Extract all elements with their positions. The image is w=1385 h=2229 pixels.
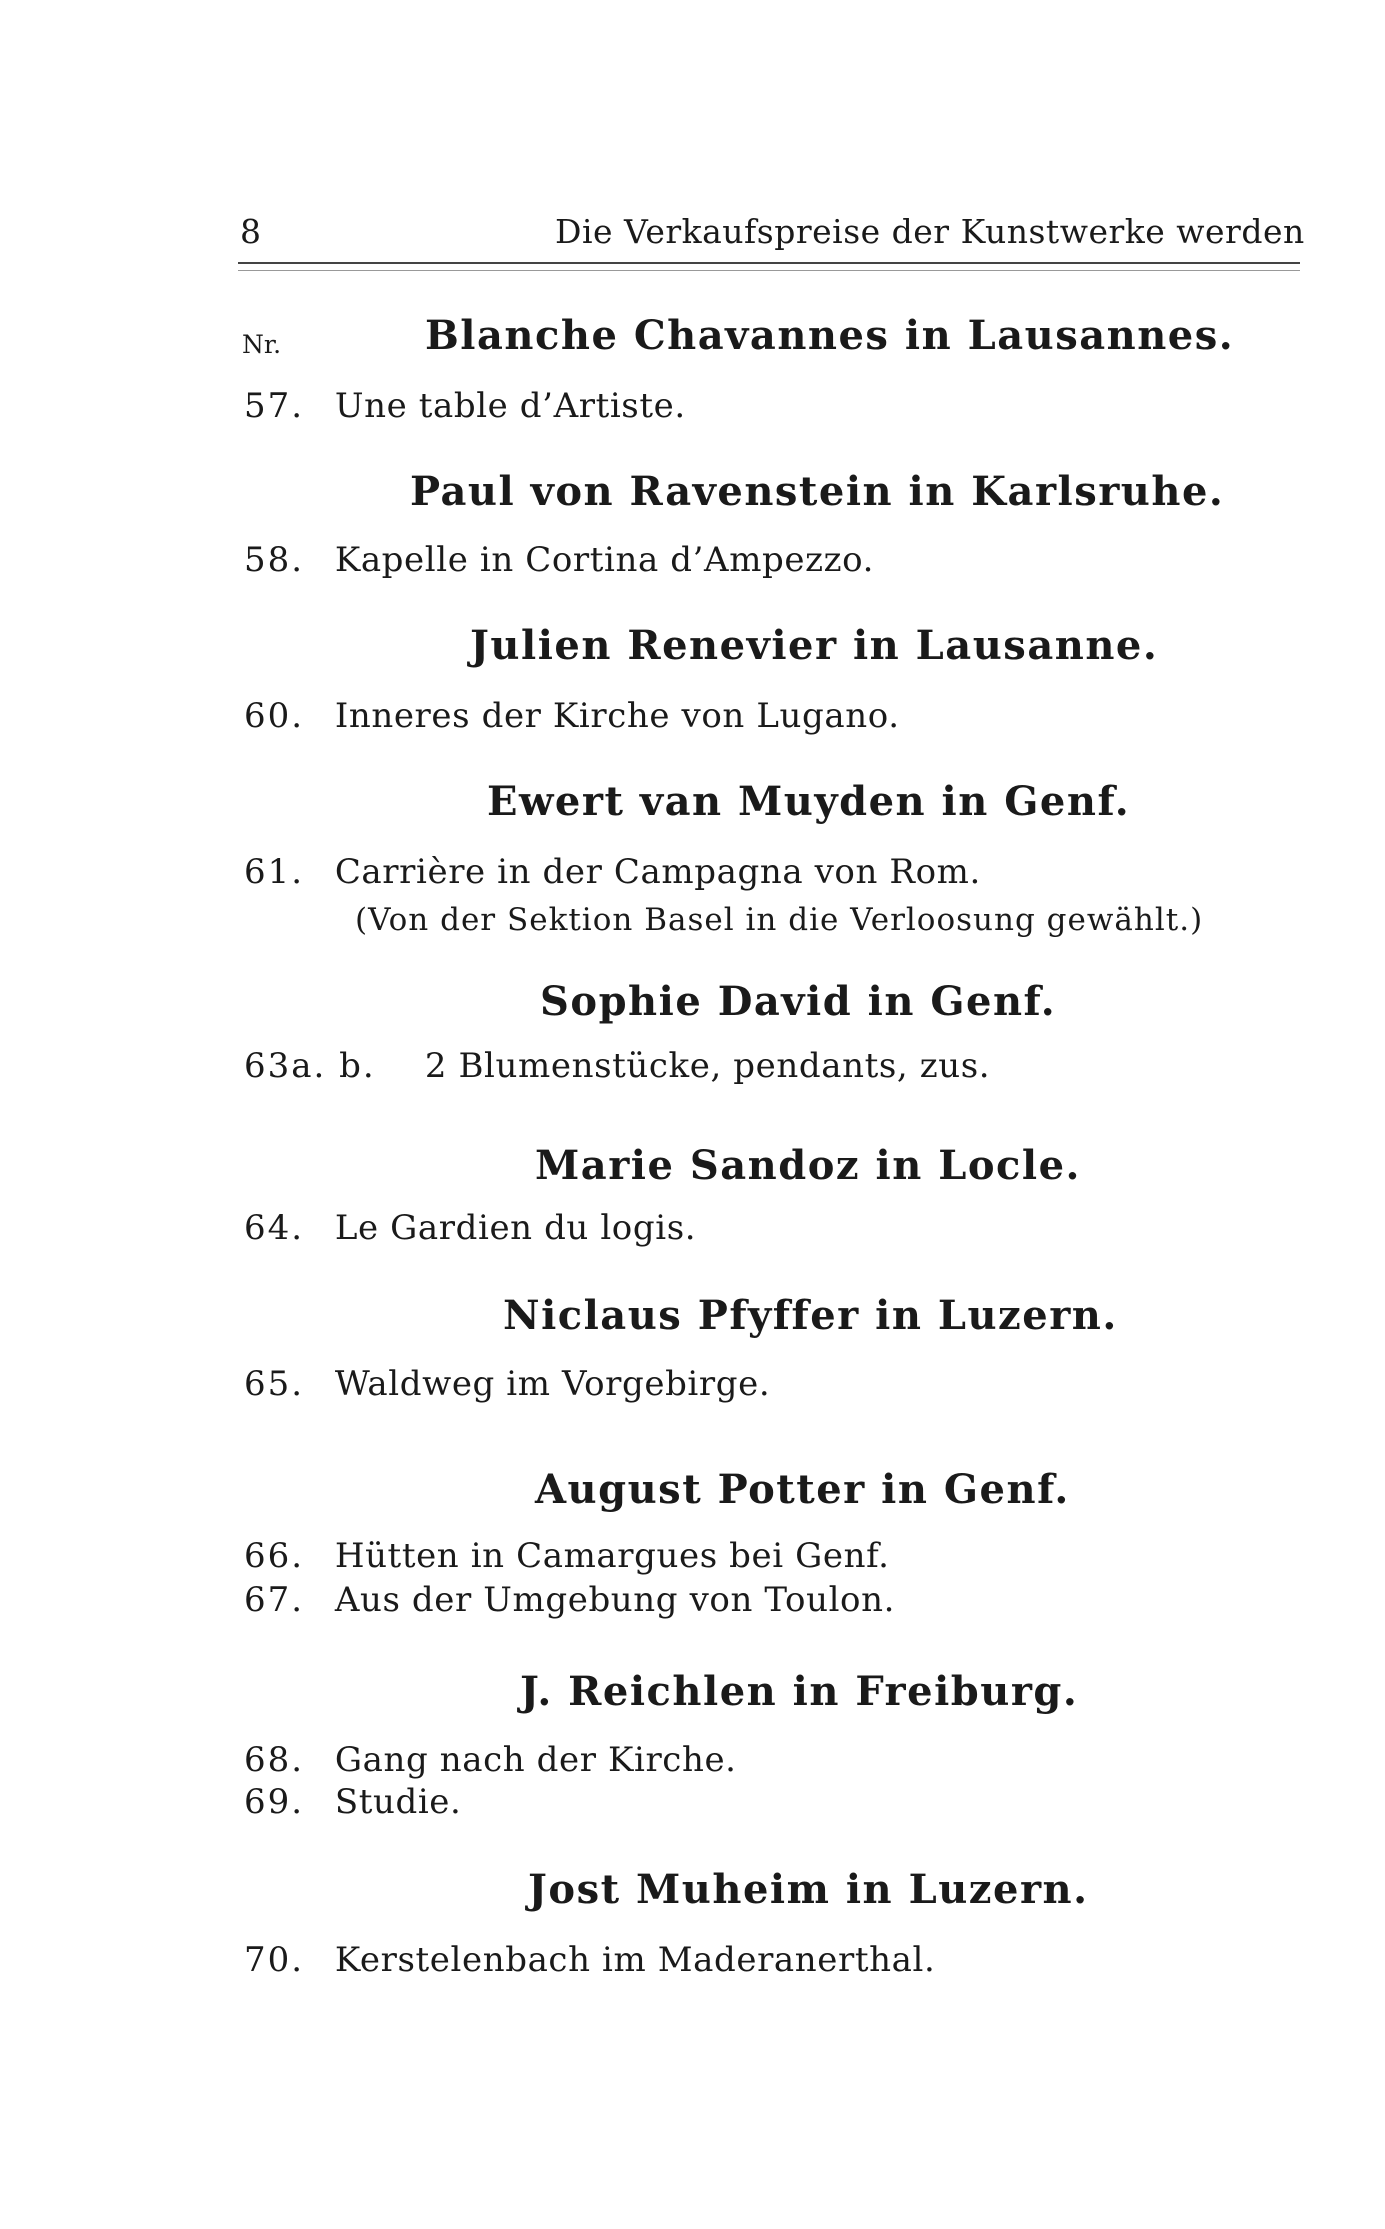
catalog-entry [244,1740,737,1780]
entry-title: 2 Blumenstücke, pendants, zus. [424,1046,991,1086]
catalog-entry [244,852,981,892]
catalog-entry [244,540,874,580]
entry-number: 57. [244,386,305,426]
catalog-entry [244,1940,935,1980]
artist-heading: Ewert van Muyden in Genf. [487,778,1131,825]
artist-heading: Blanche Chavannes in Lausannes. [425,312,1235,359]
catalog-entry [244,386,686,426]
catalog-entry [244,1208,696,1248]
page-number: 8 [240,212,261,251]
entry-number: 63a. b. [244,1046,376,1086]
artist-heading: J. Reichlen in Freiburg. [520,1668,1079,1715]
entry-number: 58. [244,540,305,580]
entry-number: 60. [244,696,305,736]
entry-title: Studie. [334,1782,462,1822]
entry-title: Waldweg im Vorgebirge. [334,1364,771,1404]
artist-heading: Julien Renevier in Lausanne. [470,622,1159,669]
entry-note: (Von der Sektion Basel in die Verloosung gewählt.) [355,902,1204,938]
catalog-entry [244,696,900,736]
artist-heading: Niclaus Pfyffer in Luzern. [503,1292,1118,1339]
entry-number: 70. [244,1940,305,1980]
catalog-entry [244,1580,895,1620]
entry-title: Gang nach der Kirche. [334,1740,737,1780]
catalog-entry [244,1536,890,1576]
entry-title: Inneres der Kirche von Lugano. [334,696,900,736]
entry-number: 61. [244,852,305,892]
entry-title: Kerstelenbach im Maderanerthal. [334,1940,936,1980]
header-rule [238,262,1300,264]
entry-number: 66. [244,1536,305,1576]
entry-title: Hütten in Camargues bei Genf. [334,1536,890,1576]
entry-number: 64. [244,1208,305,1248]
entry-number: 68. [244,1740,305,1780]
nr-column-label: Nr. [242,330,282,359]
entry-title: Aus der Umgebung von Toulon. [334,1580,896,1620]
artist-heading: August Potter in Genf. [535,1466,1070,1513]
entry-title: Le Gardien du logis. [334,1208,697,1248]
running-head: Die Verkaufspreise der Kunstwerke werden [555,212,1305,251]
entry-number: 65. [244,1364,305,1404]
entry-title: Carrière in der Campagna von Rom. [334,852,981,892]
artist-heading: Jost Muheim in Luzern. [528,1866,1089,1913]
entry-number: 69. [244,1782,305,1822]
entry-number: 67. [244,1580,305,1620]
header-rule-thin [238,270,1300,271]
artist-heading: Paul von Ravenstein in Karlsruhe. [410,468,1225,515]
artist-heading: Sophie David in Genf. [540,978,1057,1025]
catalog-entry [244,1046,990,1086]
entry-title: Une table d’Artiste. [334,386,686,426]
catalog-entry [244,1364,770,1404]
entry-title: Kapelle in Cortina d’Ampezzo. [334,540,875,580]
artist-heading: Marie Sandoz in Locle. [535,1142,1081,1189]
catalog-entry [244,1782,461,1822]
